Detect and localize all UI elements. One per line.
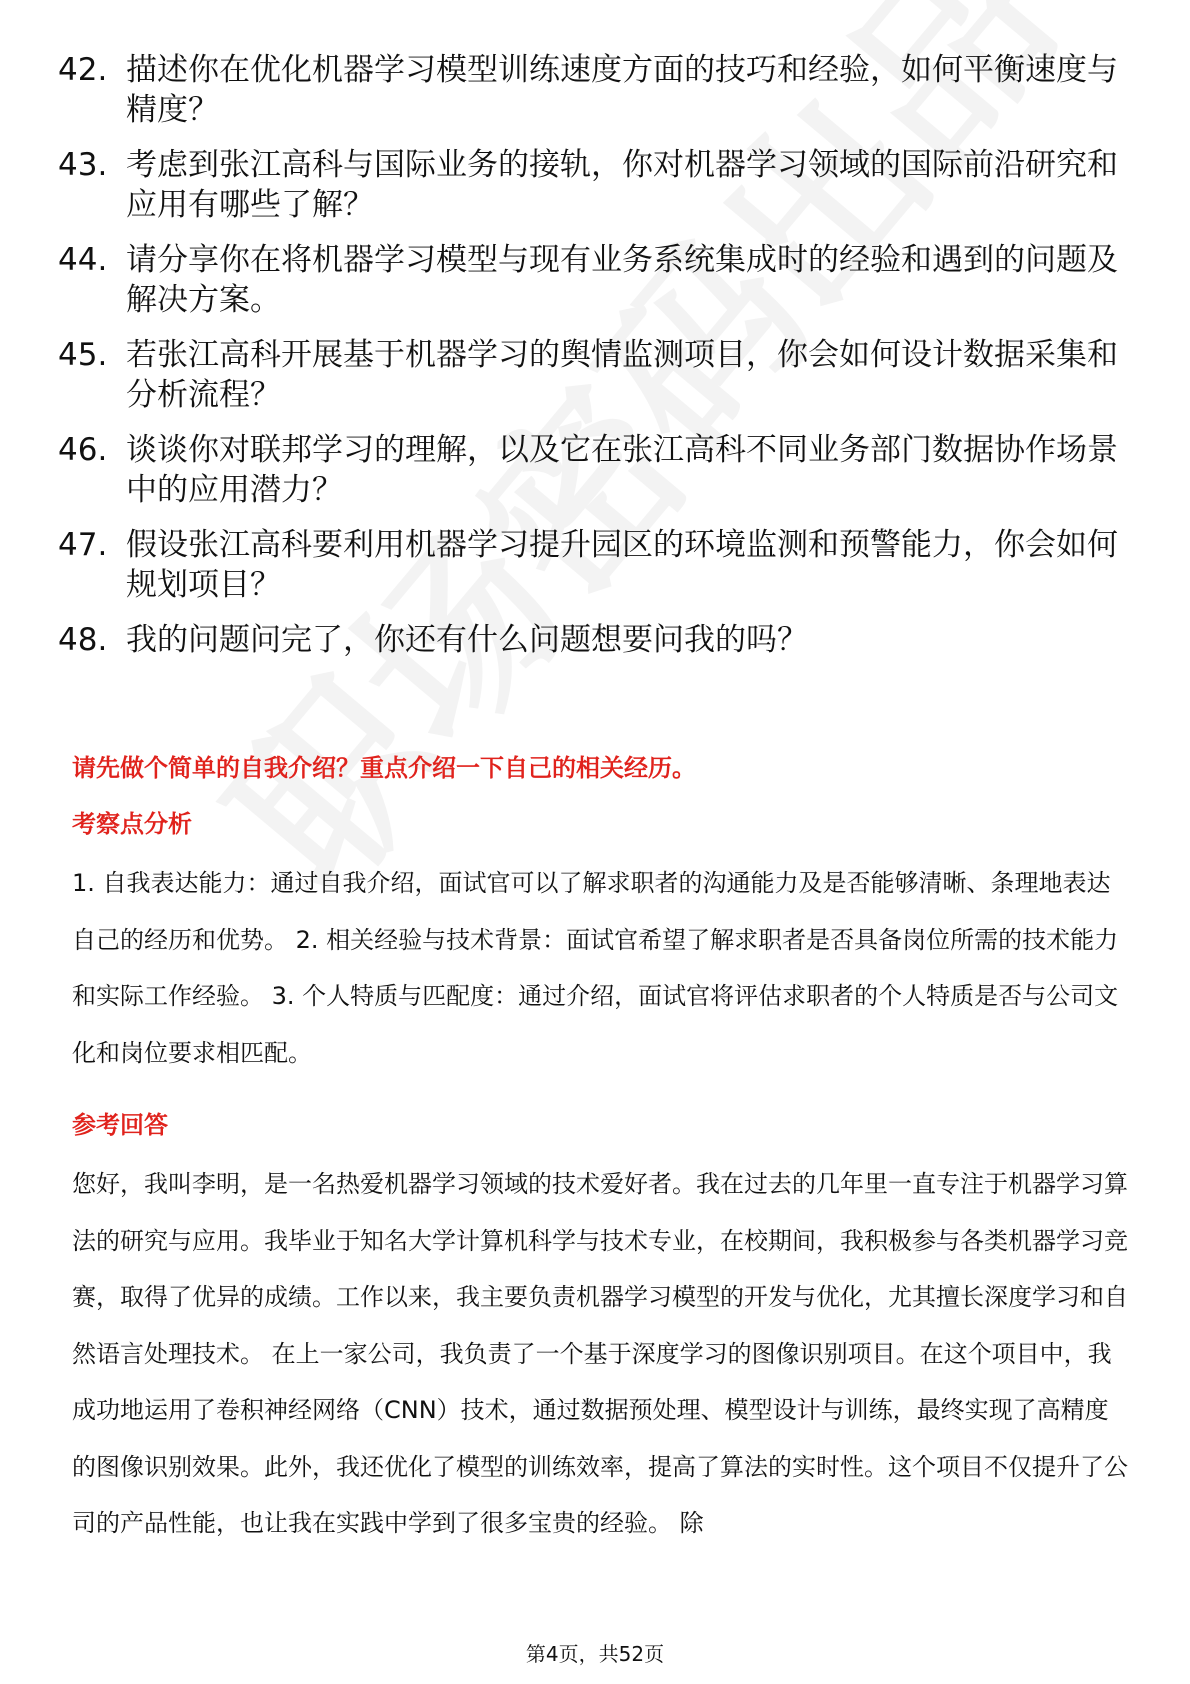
question-text: 请分享你在将机器学习模型与现有业务系统集成时的经验和遇到的问题及解决方案。 — [126, 242, 1118, 318]
analysis-heading: 考察点分析 — [72, 810, 192, 838]
question-item — [58, 335, 1138, 415]
question-item — [58, 145, 1138, 225]
question-item — [58, 50, 1138, 130]
question-text: 谈谈你对联邦学习的理解，以及它在张江高科不同业务部门数据协作场景中的应用潜力？ — [126, 432, 1118, 508]
question-number: 45. — [58, 337, 108, 373]
question-text: 若张江高科开展基于机器学习的舆情监测项目，你会如何设计数据采集和分析流程？ — [126, 337, 1118, 413]
question-item — [58, 620, 1138, 660]
question-text: 我的问题问完了，你还有什么问题想要问我的吗？ — [126, 622, 808, 658]
question-text: 考虑到张江高科与国际业务的接轨，你对机器学习领域的国际前沿研究和应用有哪些了解？ — [126, 147, 1118, 223]
question-text: 假设张江高科要利用机器学习提升园区的环境监测和预警能力，你会如何规划项目？ — [126, 527, 1118, 603]
question-number: 46. — [58, 432, 108, 468]
question-item — [58, 430, 1138, 510]
analysis-body: 1. 自我表达能力：通过自我介绍，面试官可以了解求职者的沟通能力及是否能够清晰、条理地表达自己的经历和优势。 2. 相关经验与技术背景：面试官希望了解求职者是否具备岗位所需的技术能力和实际工作经验。 3. 个人特质与匹配度：通过介绍，面试官将评估求职者的个人特质是否与公司文化和岗位要求相匹配。 — [72, 869, 1119, 1067]
question-list — [58, 50, 1138, 675]
answer-body: 您好，我叫李明，是一名热爱机器学习领域的技术爱好者。我在过去的几年里一直专注于机器学习算法的研究与应用。我毕业于知名大学计算机科学与技术专业，在校期间，我积极参与各类机器学习竞赛，取得了优异的成绩。工作以来，我主要负责机器学习模型的开发与优化，尤其擅长深度学习和自然语言处理技术。 在上一家公司，我负责了一个基于深度学习的图像识别项目。在这个项目中，我成功地运用了卷积神经网络（CNN）技术，通过数据预处理、模型设计与训练，最终实现了高精度的图像识别效果。此外，我还优化了模型的训练效率，提高了算法的实时性。这个项目不仅提升了公司的产品性能，也让我在实践中学到了很多宝贵的经验。 除 — [72, 1170, 1128, 1537]
page-footer: 第4页，共52页 — [525, 1642, 665, 1666]
question-item — [58, 525, 1138, 605]
question-number: 42. — [58, 52, 108, 88]
question-number: 47. — [58, 527, 108, 563]
question-number: 44. — [58, 242, 108, 278]
question-number: 43. — [58, 147, 108, 183]
answer-heading: 参考回答 — [72, 1111, 168, 1139]
question-item — [58, 240, 1138, 320]
question-text: 描述你在优化机器学习模型训练速度方面的技巧和经验，如何平衡速度与精度？ — [126, 52, 1118, 128]
question-number: 48. — [58, 622, 108, 658]
highlight-question: 请先做个简单的自我介绍？重点介绍一下自己的相关经历。 — [72, 754, 696, 782]
